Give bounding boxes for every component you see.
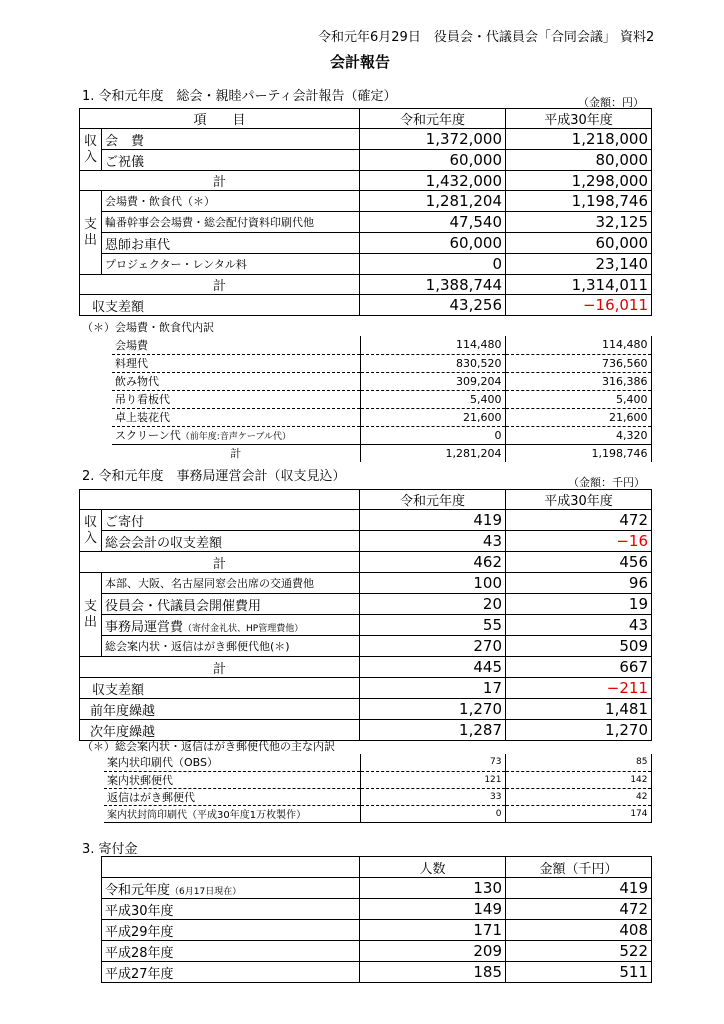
detail-row-previous: 85: [505, 754, 651, 771]
section1-table: [79, 108, 652, 316]
col-count: 人数: [360, 857, 506, 878]
income-row-previous: 472: [506, 510, 652, 531]
section2-heading: 2. 令和元年度 事務局運営会計（収支見込）: [82, 469, 346, 484]
detail-row-current: 21,600: [360, 408, 505, 426]
section3-table: [101, 856, 652, 983]
meeting-reference: 令和元年6月29日 役員会・代議員会「合同会議」 資料2: [318, 30, 655, 45]
page-title: 会計報告: [330, 53, 391, 71]
detail-row-current: 5,400: [360, 390, 505, 408]
detail-row-previous: 21,600: [505, 408, 651, 426]
donation-row-amount: 522: [506, 941, 652, 962]
income-row-current: 1,372,000: [360, 129, 506, 150]
detail-row-label: 料理代: [112, 354, 360, 372]
section3-heading: 3. 寄付金: [82, 842, 138, 857]
expense-row-current: 0: [360, 254, 506, 275]
section2-unit: （金額：千円）: [568, 476, 645, 489]
income-row-label: 会 費: [102, 129, 360, 150]
detail-row-label: 卓上装花代: [112, 408, 360, 426]
expense-row-label: 総会案内状・返信はがき郵便代他(＊): [102, 636, 360, 657]
balance-current: 17: [360, 678, 506, 699]
carry-in-previous: 1,481: [506, 699, 652, 720]
detail-row-previous: 142: [505, 771, 651, 788]
detail-row-label: 案内状郵便代: [104, 771, 360, 788]
detail-row-label: 会場費: [112, 336, 360, 354]
detail-row-label: 返信はがき郵便代: [104, 788, 360, 805]
expense-row-current: 55: [360, 615, 506, 636]
expense-total-previous: 1,314,011: [506, 275, 652, 295]
expense-row-previous: 509: [506, 636, 652, 657]
expense-row-previous: 60,000: [506, 233, 652, 254]
donation-row-label: 平成28年度: [102, 941, 360, 962]
expense-row-previous: 43: [506, 615, 652, 636]
carry-in-current: 1,270: [360, 699, 506, 720]
col-current-year: 令和元年度: [360, 490, 506, 510]
income-total-previous: 1,298,000: [506, 171, 652, 191]
expense-row-current: 1,281,204: [360, 191, 506, 212]
expense-total-label: 計: [80, 657, 360, 678]
donation-row-count: 185: [360, 962, 506, 983]
expense-row-note: （寄付金礼状、HP管理費他）: [183, 623, 304, 634]
expense-row-current: 270: [360, 636, 506, 657]
detail-row-current: 114,480: [360, 336, 505, 354]
detail-row-previous: 4,320: [505, 426, 651, 444]
donation-row-note: （6月17日現在）: [170, 886, 242, 897]
col-item: 項 目: [80, 109, 360, 129]
income-row-current: 419: [360, 510, 506, 531]
section1-unit: （金額：円）: [578, 96, 644, 109]
detail-row-note: （前年度:音声ケーブル代）: [180, 432, 292, 442]
donation-row-label: 平成27年度: [102, 962, 360, 983]
expense-row-current: 60,000: [360, 233, 506, 254]
expense-row-current: 100: [360, 573, 506, 594]
expense-row-label: プロジェクター・レンタル料: [102, 254, 360, 275]
balance-label: 収支差額: [80, 678, 360, 699]
detail-row-current: 121: [360, 771, 505, 788]
income-row-label: ご寄付: [102, 510, 360, 531]
detail-row-label: スクリーン代（前年度:音声ケーブル代）: [112, 426, 360, 444]
income-row-current: 60,000: [360, 150, 506, 171]
col-blank: [80, 490, 360, 510]
expense-row-label: 恩師お車代: [102, 233, 360, 254]
income-row-previous: 1,218,000: [506, 129, 652, 150]
expense-row-current: 20: [360, 594, 506, 615]
carry-out-previous: 1,270: [506, 720, 652, 741]
detail-row-current: 830,520: [360, 354, 505, 372]
detail-row-label: 案内状封筒印刷代（平成30年度1万枚製作）: [104, 805, 360, 822]
detail-row-previous: 5,400: [505, 390, 651, 408]
donation-row-count: 130: [360, 878, 506, 899]
income-total-previous: 456: [506, 552, 652, 573]
expense-total-label: 計: [80, 275, 360, 295]
donation-row-label: 平成30年度: [102, 899, 360, 920]
expense-row-label: 役員会・代議員会開催費用: [102, 594, 360, 615]
detail-row-current: 73: [360, 754, 505, 771]
income-total-current: 462: [360, 552, 506, 573]
expense-row-label: 輪番幹事会会場費・総会配付資料印刷代他: [102, 212, 360, 233]
section1-detail-heading: （＊）会場費・飲食代内訳: [82, 321, 214, 334]
section2-detail-heading: （＊）総会案内状・返信はがき郵便代他の主な内訳: [82, 740, 335, 753]
expense-row-label: 事務局運営費（寄付金礼状、HP管理費他）: [102, 615, 360, 636]
expense-label: 支出: [80, 191, 102, 275]
expense-row-previous: 96: [506, 573, 652, 594]
income-row-current: 43: [360, 531, 506, 552]
balance-label: 収支差額: [80, 295, 360, 316]
carry-out-current: 1,287: [360, 720, 506, 741]
donation-row-amount: 472: [506, 899, 652, 920]
expense-row-label: 会場費・飲食代（＊）: [102, 191, 360, 212]
col-amount: 金額（千円）: [506, 857, 652, 878]
expense-row-label: 本部、大阪、名古屋同窓会出席の交通費他: [102, 573, 360, 594]
expense-row-previous: 1,198,746: [506, 191, 652, 212]
detail-row-label: 吊り看板代: [112, 390, 360, 408]
col-previous-year: 平成30年度: [506, 109, 652, 129]
col-blank: [102, 857, 360, 878]
income-label: 収入: [80, 510, 102, 552]
donation-row-amount: 408: [506, 920, 652, 941]
detail-total-current: 1,281,204: [360, 444, 505, 462]
detail-row-previous: 114,480: [505, 336, 651, 354]
donation-row-amount: 511: [506, 962, 652, 983]
donation-row-count: 171: [360, 920, 506, 941]
detail-row-previous: 174: [505, 805, 651, 822]
carry-in-label: 前年度繰越: [80, 699, 360, 720]
detail-row-previous: 736,560: [505, 354, 651, 372]
detail-row-previous: 316,386: [505, 372, 651, 390]
income-total-current: 1,432,000: [360, 171, 506, 191]
income-label: 収入: [80, 129, 102, 171]
expense-row-previous: 19: [506, 594, 652, 615]
detail-row-label: 案内状印刷代（OBS）: [104, 754, 360, 771]
detail-row-current: 0: [360, 426, 505, 444]
section2-detail-table: [104, 754, 652, 823]
income-total-label: 計: [80, 552, 360, 573]
detail-total-previous: 1,198,746: [505, 444, 651, 462]
expense-label: 支出: [80, 573, 102, 657]
donation-row-label: 平成29年度: [102, 920, 360, 941]
expense-total-current: 1,388,744: [360, 275, 506, 295]
donation-row-amount: 419: [506, 878, 652, 899]
detail-total-label: 計: [230, 447, 242, 461]
detail-row-previous: 42: [505, 788, 651, 805]
carry-out-label: 次年度繰越: [80, 720, 360, 741]
expense-total-previous: 667: [506, 657, 652, 678]
detail-row-label: 飲み物代: [112, 372, 360, 390]
col-previous-year: 平成30年度: [506, 490, 652, 510]
income-row-previous: 80,000: [506, 150, 652, 171]
balance-previous: −16,011: [506, 295, 652, 316]
expense-total-current: 445: [360, 657, 506, 678]
detail-row-current: 33: [360, 788, 505, 805]
section2-table: [79, 489, 652, 741]
section1-detail-table: [112, 336, 652, 462]
detail-row-current: 0: [360, 805, 505, 822]
income-row-previous: −16: [506, 531, 652, 552]
detail-row-current: 309,204: [360, 372, 505, 390]
expense-row-previous: 32,125: [506, 212, 652, 233]
section1-heading: 1. 令和元年度 総会・親睦パーティ会計報告（確定）: [82, 89, 397, 104]
expense-row-previous: 23,140: [506, 254, 652, 275]
col-current-year: 令和元年度: [360, 109, 506, 129]
income-row-label: 総会会計の収支差額: [102, 531, 360, 552]
donation-row-label: 令和元年度（6月17日現在）: [102, 878, 360, 899]
donation-row-count: 149: [360, 899, 506, 920]
balance-current: 43,256: [360, 295, 506, 316]
income-total-label: 計: [80, 171, 360, 191]
balance-previous: −211: [506, 678, 652, 699]
income-row-label: ご祝儀: [102, 150, 360, 171]
expense-row-current: 47,540: [360, 212, 506, 233]
donation-row-count: 209: [360, 941, 506, 962]
